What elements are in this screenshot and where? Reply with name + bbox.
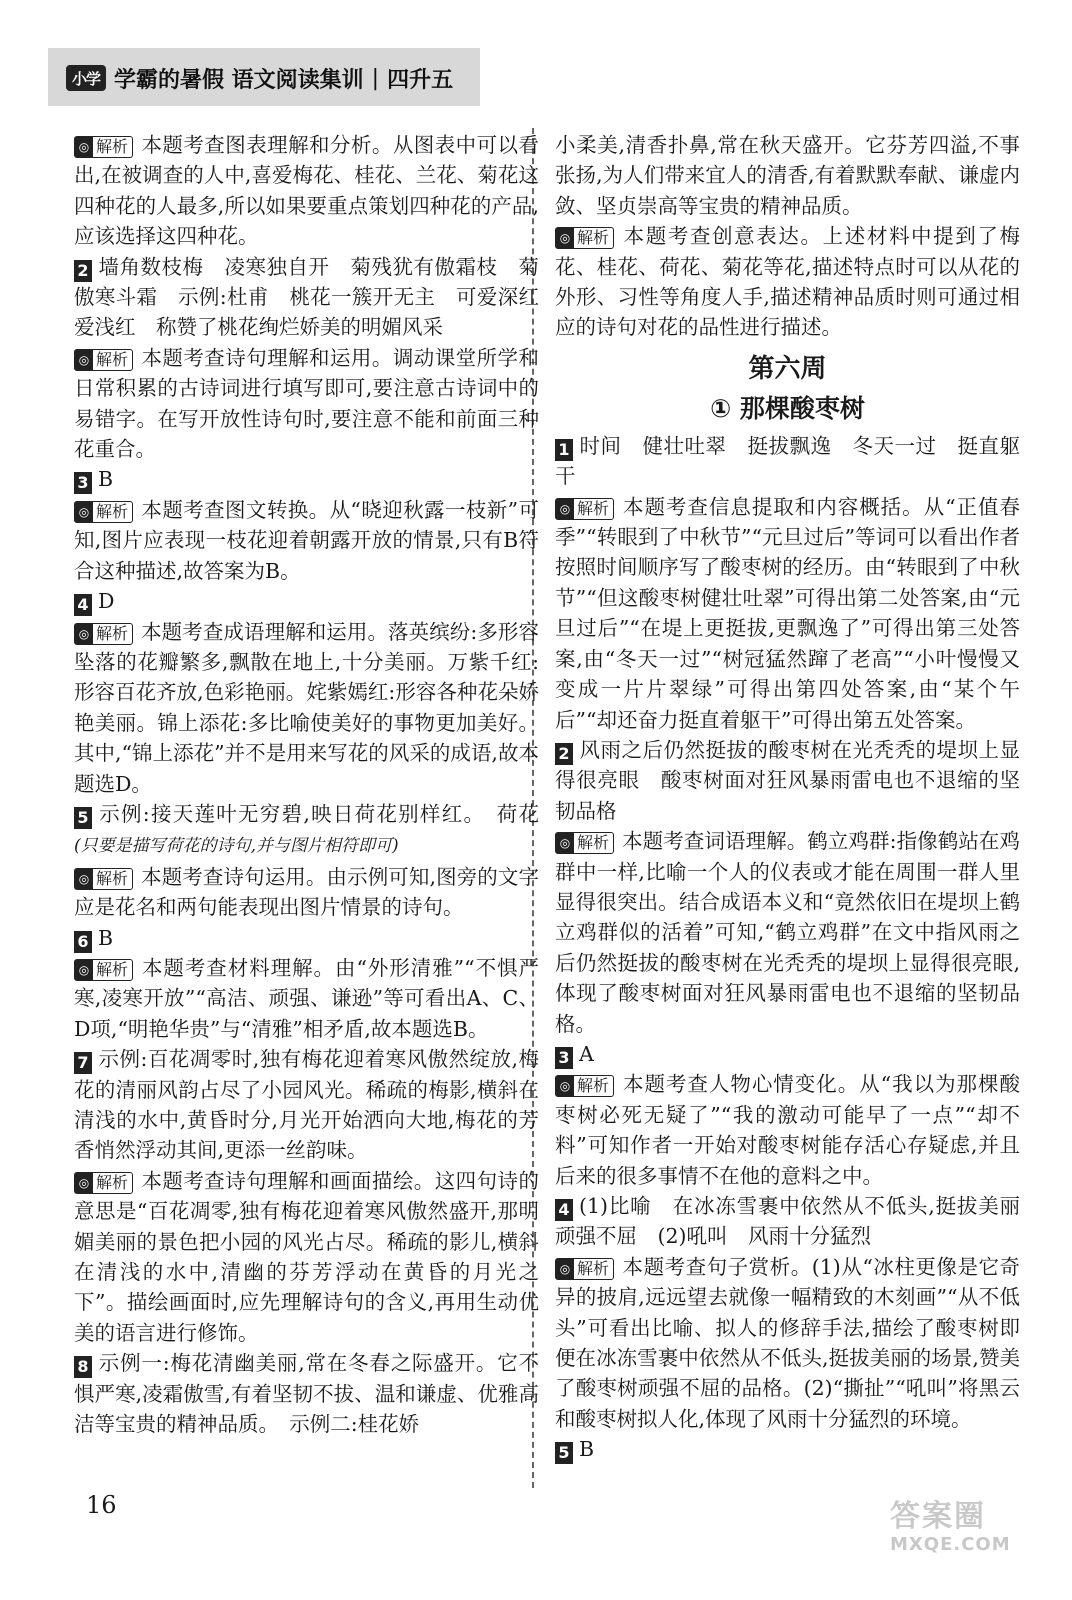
lesson-analysis-1: ◎ 解析 本题考查信息提取和内容概括。从“正值春季”“转眼到了中秋节”“元旦过后”等词可以看出作者按照时间顺序写了酸枣树的经历。由“转眼到了中秋节”“但这酸枣树健壮吐翠”可得出第二处答案,由“元旦过后”“在堤上更挺拔,更飘逸了”可得出第三处答案,由“冬天一过”“树冠猛然蹿了老高”“小叶慢慢又变成一片片翠绿”可得出第四处答案,由“某个午后”“却还奋力挺直着躯干”可得出第五处答案。: [555, 494, 1020, 732]
analysis-1: ◎ 解析 本题考查图表理解和分析。从图表中可以看出,在被调查的人中,喜爱梅花、桂花、兰花、菊花这四种花的人最多,所以如果要重点策划四种花的产品,应该选择这四种花。: [74, 133, 539, 249]
title-separator: |: [371, 65, 380, 91]
question-number: 2: [555, 743, 573, 765]
lesson-analysis-2: ◎ 解析 本题考查词语理解。鹤立鸡群:指像鹤站在鸡群中一样,比喻一个人的仪表或才能在周围一群人里显得很突出。结合成语本义和“竟然依旧在堤坝上鹤立鸡群似的活着”可知,“鹤立鸡群”在文中指风雨之后仍然挺拔的酸枣树在光秃秃的堤坝上显得很亮眼,体现了酸枣树面对狂风暴雨雷电也不退缩的坚韧品格。: [555, 829, 1020, 1036]
analysis-tag: ◎ 解析: [555, 227, 614, 249]
question-number: 1: [555, 439, 573, 461]
right-column: [555, 130, 1041, 1465]
analysis-2: ◎ 解析 本题考查诗句理解和运用。调动课堂所学和日常积累的古诗词进行填写即可,要注意古诗词中的易错字。在写开放性诗句时,要注意不能和前面三种花重合。: [74, 345, 539, 462]
lesson-analysis-3: ◎ 解析 本题考查人物心情变化。从“我以为那棵酸枣树必死无疑了”“我的激动可能早了一点”“却不料”可知作者一开始对酸枣树能存活心存疑虑,并且后来的很多事情不在他的意料之中。: [555, 1072, 1020, 1188]
magnifier-icon: ◎: [75, 624, 93, 644]
header-title-bar: [66, 62, 453, 94]
analysis-3: ◎ 解析 本题考查图文转换。从“晓迎秋露一枝新”可知,图片应表现一枝花迎着朝露开放的情景,只有B符合这种描述,故答案为B。: [74, 497, 539, 583]
analysis-tag: ◎ 解析: [74, 623, 133, 645]
analysis-tag: ◎ 解析: [74, 1172, 133, 1194]
analysis-tag: ◎ 解析: [555, 832, 614, 854]
watermark: [890, 1500, 1010, 1558]
question-number: 3: [74, 472, 92, 494]
lesson-answer-3: 3 A: [555, 1039, 1020, 1069]
analysis-tag: ◎ 解析: [74, 868, 133, 890]
magnifier-icon: ◎: [556, 228, 574, 248]
analysis-8: ◎ 解析 本题考查创意表达。上述材料中提到了梅花、桂花、荷花、菊花等花,描述特点时可以从花的外形、习性等角度人手,描述精神品质时则可通过相应的诗句对花的品性进行描述。: [555, 224, 1020, 340]
analysis-6: ◎ 解析 本题考查材料理解。由“外形清雅”“不惧严寒,凌寒开放”“高洁、顽强、谦逊”等可看出A、C、D项,“明艳华贵”与“清雅”相矛盾,故本题选B。: [74, 955, 539, 1041]
answer-8: 8 示例一:梅花清幽美丽,常在冬春之际盛开。它不惧严寒,凌霜傲雪,有着坚韧不拔、温和谦虚、优雅高洁等宝贵的精神品质。 示例二:桂花娇: [74, 1351, 539, 1437]
lesson-title: ① 那棵酸枣树: [710, 393, 865, 423]
left-column: [74, 130, 539, 1439]
magnifier-icon: ◎: [75, 960, 93, 980]
page-header: [48, 48, 480, 106]
question-number: 3: [555, 1047, 573, 1069]
watermark-bottom: MXQE.COM: [890, 1534, 1011, 1555]
magnifier-icon: ◎: [75, 502, 93, 522]
answer-4: 4 D: [74, 586, 539, 616]
analysis-tag: ◎ 解析: [555, 1258, 614, 1280]
question-number: 4: [555, 1199, 573, 1221]
answer-6: 6 B: [74, 923, 539, 953]
analysis-tag: ◎ 解析: [74, 959, 133, 981]
answer-2: 2 墙角数枝梅 凌寒独自开 菊残犹有傲霜枝 菊傲寒斗霜 示例:杜甫 桃花一簇开无主 可爱深红爱浅红 称赞了桃花绚烂娇美的明媚风采: [74, 254, 539, 340]
lesson-answer-2: 2 风雨之后仍然挺拔的酸枣树在光秃秃的堤坝上显得很亮眼 酸枣树面对狂风暴雨雷电也不退缩的坚韧品格: [555, 737, 1020, 823]
book-logo-icon: 小学: [66, 65, 106, 91]
answer-5: 5 示例:接天莲叶无穷碧,映日荷花别样红。 荷花 (只要是描写荷花的诗句,并与图片相符即可): [74, 801, 539, 857]
analysis-7: ◎ 解析 本题考查诗句理解和画面描绘。这四句诗的意思是“百花凋零,独有梅花迎着寒风傲然盛开,那明媚美丽的景色把小园的风光占尽。稀疏的影儿,横斜在清浅的水中,清幽的芬芳浮动在黄昏的月光之下”。描绘画面时,应先理解诗句的含义,再用生动优美的语言进行修饰。: [74, 1168, 539, 1345]
magnifier-icon: ◎: [75, 350, 93, 370]
lesson-analysis-4: ◎ 解析 本题考查句子赏析。(1)从“冰柱更像是它奇异的披肩,远远望去就像一幅精致的木刻画”“从不低头”可看出比喻、拟人的修辞手法,描绘了酸枣树即便在冰冻雪裹中依然从不低头,挺拔美丽的场景,赞美了酸枣树顽强不屈的品格。(2)“撕扯”“吼叫”将黑云和酸枣树拟人化,体现了风雨十分猛烈的环境。: [555, 1254, 1020, 1431]
magnifier-icon: ◎: [75, 137, 93, 157]
question-number: 5: [555, 1442, 573, 1464]
analysis-tag: ◎ 解析: [74, 501, 133, 523]
question-number: 7: [74, 1052, 92, 1074]
week-heading: 第六周: [748, 353, 827, 384]
magnifier-icon: ◎: [556, 833, 574, 853]
answer-8-continued: 小柔美,清香扑鼻,常在秋天盛开。它芬芳四溢,不事张扬,为人们带来宜人的清香,有着默默奉献、谦虚内敛、坚贞崇高等宝贵的精神品质。: [555, 133, 1020, 218]
grade-label: 四升五: [387, 67, 454, 93]
analysis-tag: ◎ 解析: [74, 349, 133, 371]
analysis-tag: ◎ 解析: [555, 1075, 614, 1097]
magnifier-icon: ◎: [75, 1173, 93, 1193]
magnifier-icon: ◎: [556, 1259, 574, 1279]
page-number: 16: [86, 1491, 117, 1519]
answer-7: 7 示例:百花凋零时,独有梅花迎着寒风傲然绽放,梅花的清丽风韵占尽了小园风光。稀疏的梅影,横斜在清浅的水中,黄昏时分,月光开始洒向大地,梅花的芳香悄然浮动其间,更添一丝韵味。: [74, 1047, 539, 1163]
analysis-tag: ◎ 解析: [555, 498, 614, 520]
analysis-5: ◎ 解析 本题考查诗句运用。由示例可知,图旁的文字应是花名和两句能表现出图片情景的诗句。: [74, 864, 539, 920]
lesson-answer-1: 1 时间 健壮吐翠 挺拔飘逸 冬天一过 挺直躯干: [555, 433, 1020, 489]
analysis-4: ◎ 解析 本题考查成语理解和运用。落英缤纷:多形容坠落的花瓣繁多,飘散在地上,十分美丽。万紫千红:形容百花齐放,色彩艳丽。姹紫嫣红:形容各种花朵娇艳美丽。锦上添花:多比喻使美好的事物更加美好。其中,“锦上添花”并不是用来写花的风采的成语,故本题选D。: [74, 619, 539, 796]
analysis-tag: ◎ 解析: [74, 136, 133, 158]
question-number: 4: [74, 594, 92, 616]
watermark-top: 答案圈: [890, 1499, 986, 1534]
question-number: 5: [74, 807, 92, 829]
magnifier-icon: ◎: [556, 499, 574, 519]
book-title: 学霸的暑假 语文阅读集训: [114, 67, 364, 93]
magnifier-icon: ◎: [75, 869, 93, 889]
question-number: 8: [74, 1356, 92, 1378]
lesson-answer-4: 4 (1)比喻 在冰冻雪裹中依然从不低头,挺拔美丽 顽强不屈 (2)吼叫 风雨十分猛烈: [555, 1194, 1041, 1249]
lesson-answer-5: 5 B: [555, 1434, 1020, 1464]
question-number: 2: [74, 260, 92, 282]
answer-3: 3 B: [74, 464, 539, 494]
answer-note: (只要是描写荷花的诗句,并与图片相符即可): [74, 836, 399, 857]
question-number: 6: [74, 931, 92, 953]
magnifier-icon: ◎: [556, 1076, 574, 1096]
